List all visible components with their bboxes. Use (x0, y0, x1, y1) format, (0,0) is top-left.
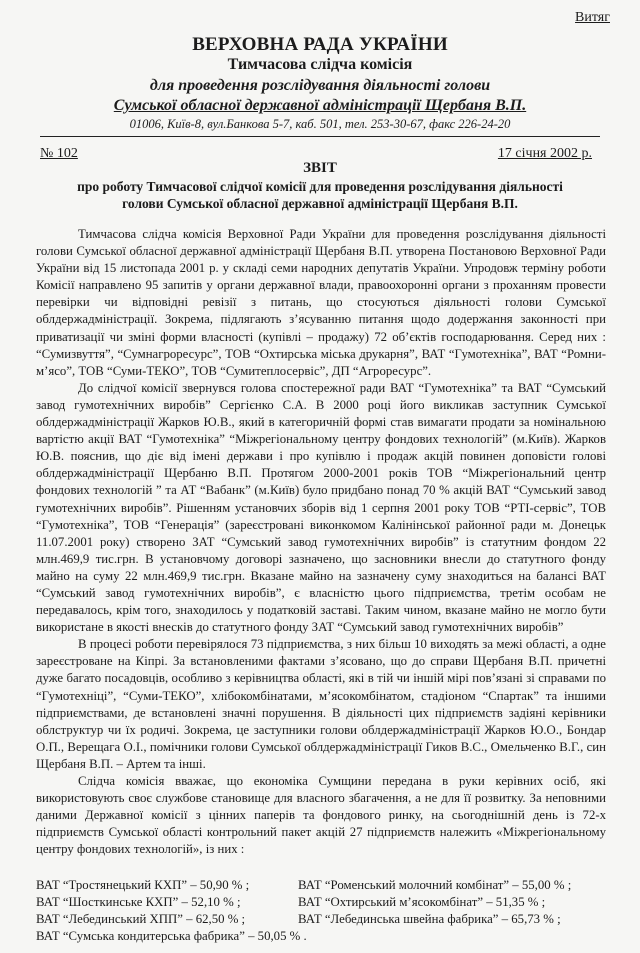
holding-item: ВАТ “Лебединська швейна фабрика” – 65,73 % ; (298, 912, 561, 926)
report-body (36, 226, 606, 858)
parliament-heading: ВЕРХОВНА РАДА УКРАЇНИ (192, 34, 448, 55)
report-title: ЗВІТ (303, 160, 337, 176)
address-line: 01006, Київ-8, вул.Банкова 5-7, каб. 501, тел. 253-30-67, факс 226-24-20 (129, 117, 511, 131)
holdings-row (36, 911, 616, 928)
holding-item: ВАТ “Лебединський ХПП” – 62,50 % ; (36, 912, 246, 926)
holdings-row (36, 928, 616, 945)
paragraph-4: Слідча комісія вважає, що економіка Сумщини передана в руки керівних осіб, які використовують своє службове становище для власного збагачення, а не для її розвитку. За неповними даними Державної комісії з цінних паперів та фондового ринку, на сьогоднішній день із 72-х підприємств Сумської області контрольний пакет акцій 27 підприємств належить «Міжрегіональному центру фондових технологій», із них : (36, 774, 606, 857)
excerpt-label: Витяг (575, 10, 610, 25)
administration-heading: Сумської обласної державної адміністрації Щербаня В.П. (113, 97, 527, 114)
holding-item: ВАТ “Сумська кондитерська фабрика” – 50,05 % . (36, 929, 307, 943)
paragraph-1: Тимчасова слідча комісія Верховної Ради України для проведення розслідування діяльності голови Сумської обласної державної адміністрації Щербаня В.П. утворена Постановою Верховної Ради України від 15 листопада 2001 р. у складі семи народних депутатів України. Упродовж терміну роботи Комісії направлено 95 запитів у органи державної влади, правоохоронні органи з проханням провести перевірки чи відповідні ревізії з питань, що стосуються діяльності голови Сумської облдержадміністрації. Зокрема, підлягають з’ясуванню питання щодо додержання законності при приватизації чи зміні форми власності (купівлі – продажу) 72 об’єктів господарювання. Серед них : “Сумизвуття”, “Сумнагроресурс”, ТОВ “Охтирська міська друкарня”, ВАТ “Гумотехніка”, ВАТ “Ромни-м’ясо”, ТОВ “Суми-ТЕКО”, ТОВ “Сумитеплосервіс”, ДП “Агроресурс”. (36, 227, 606, 378)
paragraph-2: До слідчої комісії звернувся голова спостережної ради ВАТ “Гумотехніка” та ВАТ “Сумський завод гумотехнічних виробів” Сергієнко С.А. В 2000 році його викликав заступник Сумської облдержадміністрації Жарков Ю.В., який в категоричній формі став вимагати продати за номінальною вартістю акції ВАТ “Гумотехніка” “Міжрегіональному центру фондових технологій” (м.Київ). Жарков Ю.В. пояснив, що діє від імені держави і про купівлю і продаж акцій повинен доповісти голові облдержадміністрації Щербаню В.П. Протягом 2000-2001 років ТОВ “Міжрегіональний центр фондових технологій ” та АТ “Вабанк” (м.Київ) було придбано понад 70 % акцій ВАТ “Сумський завод гумотехнічних виробів”. Рішенням установчих зборів від 1 серпня 2001 року ТОВ “РТІ-сервіс”, ТОВ “Гумотехніка”, ТОВ “Генерація” (зареєстровані виконкомом Калінінської районної ради м. Донецьк 11.07.2001 року) створено ЗАТ “Сумський завод гумотехнічних виробів” із статутним фондом 22 млн.469,9 тис.грн. В установчому договорі зазначено, що засновники внесли до статутного фонду майно на суму 22 млн.469,9 тис.грн. Вказане майно на зазначену суму знаходиться на балансі ВАТ “Сумський завод гумотехнічних виробів”, є власністю цього підприємства, третім особам не передавалось, крім того, знаходилось у податковій заставі. Таким чином, вказане майно не могло бути використане в якості внесків до статутного фонду ЗАТ “Сумський завод гумотехнічних виробів” (36, 380, 606, 635)
holdings-list (36, 877, 616, 945)
paragraph-3: В процесі роботи перевірялося 73 підприємства, з них більш 10 виходять за межі області, а одне зареєстроване на Кіпрі. За встановленими фактами з’ясовано, що до справи Щербаня В.П. причетні дуже багато посадовців, особливо з керівництва області, які в тій чи іншій мірі пов’язані зі справами по “Гумотехніці”, “Суми-ТЕКО”, хлібокомбінатами, м’ясокомбінатом, стадіоном “Спартак” та іншими підприємствами, де встановлені значні порушення. В діяльності цих підприємств задіяні керівники облструктур чи їх родичі. Зокрема, це заступники голови облдержадміністрації Жарков Ю.О., Бондар О.П., Верещага О.І., помічники голови Сумської облдержадміністрації Гиков В.С., Омельченко В.Г., син Щербаня В.П. – Артем та інші. (36, 637, 606, 771)
holding-item: ВАТ “Шосткинське КХП” – 52,10 % ; (36, 895, 241, 909)
holding-item: ВАТ “Тростянецький КХП” – 50,90 % ; (36, 878, 250, 892)
report-subtitle: про роботу Тимчасової слідчої комісії для проведення розслідування діяльності голови Сумської обласної державної адміністрації Щербаня В.П. (77, 179, 563, 211)
holding-item: ВАТ “Роменський молочний комбінат” – 55,00 % ; (298, 878, 572, 892)
purpose-heading: для проведення розслідування діяльності голови (149, 77, 491, 94)
commission-heading: Тимчасова слідча комісія (227, 56, 413, 73)
holding-item: ВАТ “Охтирський м’ясокомбінат” – 51,35 % ; (298, 895, 546, 909)
header-divider (40, 136, 600, 137)
holdings-row (36, 877, 616, 894)
document-date: 17 січня 2002 р. (497, 146, 592, 161)
holdings-row (36, 894, 616, 911)
document-number: № 102 (40, 146, 78, 161)
